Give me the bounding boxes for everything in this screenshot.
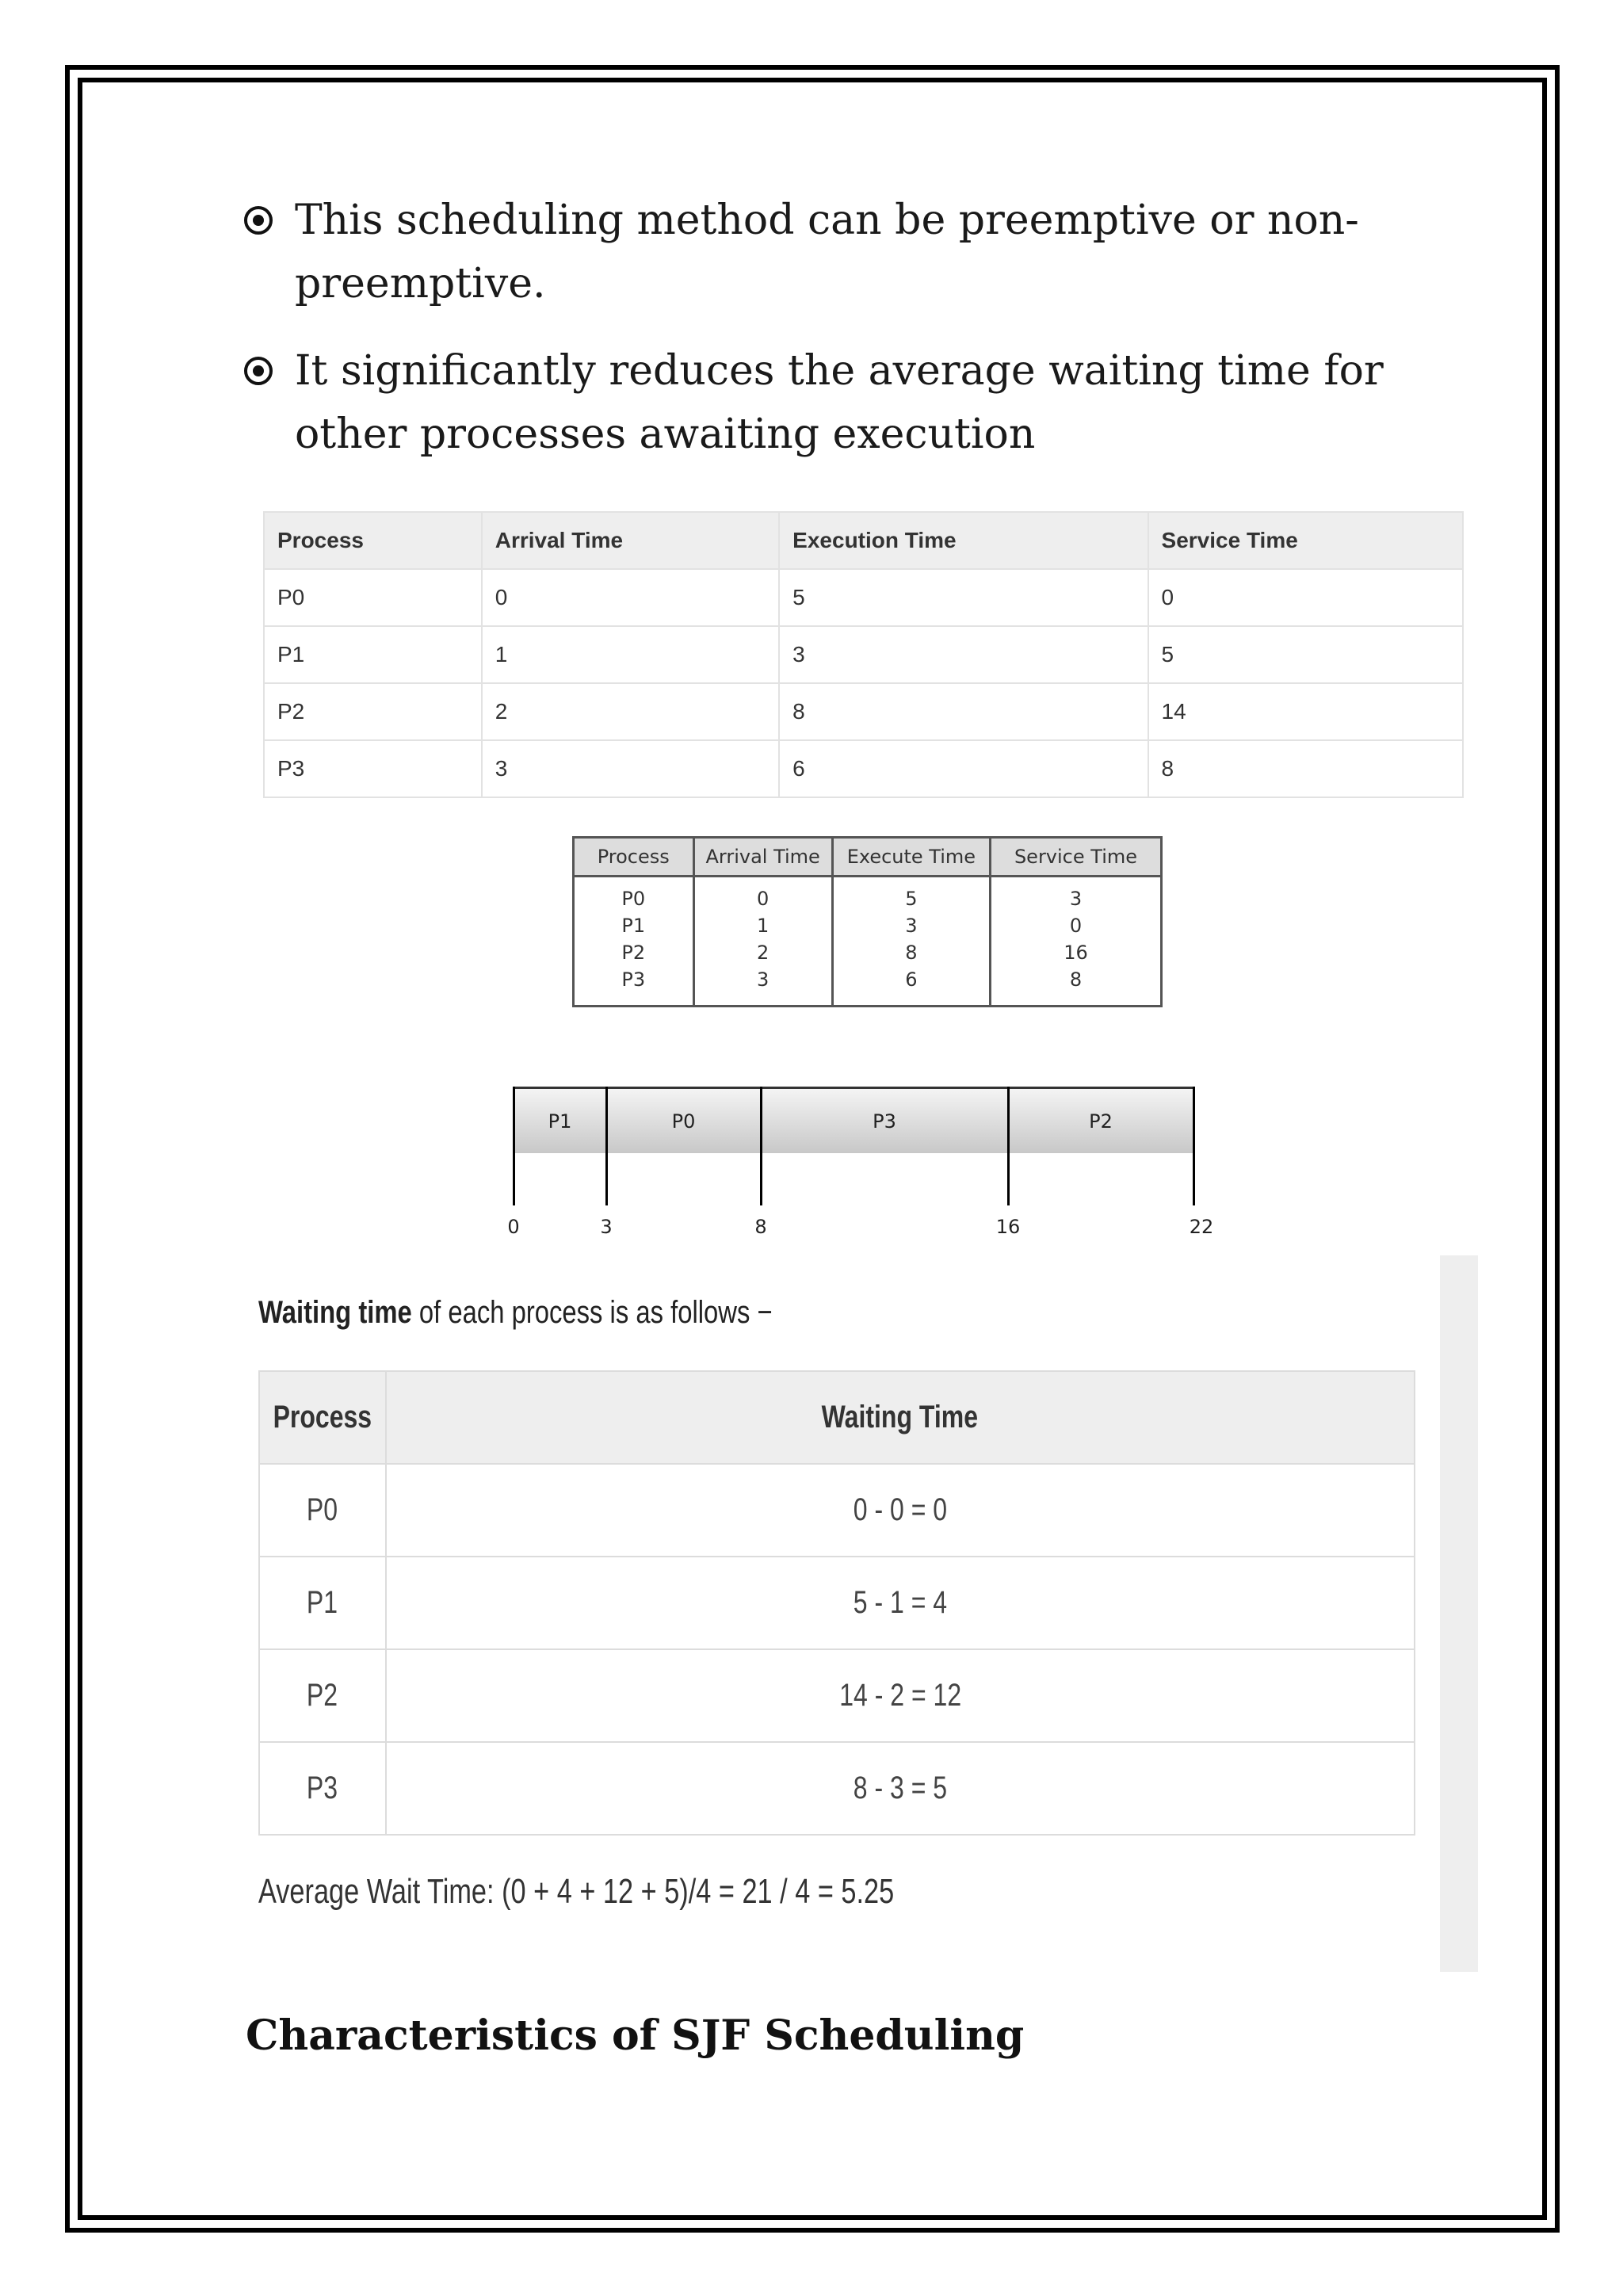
scrollbar-track (1440, 1255, 1478, 1972)
service-time-table (572, 836, 1163, 1007)
table-header-row (264, 512, 1463, 569)
waiting-time-table (258, 1370, 1415, 1836)
bullet-circle-icon (244, 206, 273, 235)
cell: 5 (905, 888, 918, 910)
header-service-time: Service Time (1148, 512, 1463, 569)
gantt-segment-label: P2 (1089, 1110, 1113, 1133)
gantt-tick-label: 3 (600, 1216, 613, 1238)
table-row (264, 683, 1463, 740)
table-row (259, 1464, 1415, 1557)
cell (259, 1557, 386, 1649)
gantt-tick (605, 1087, 608, 1205)
cell: 3 (482, 740, 779, 797)
service-column (990, 877, 1161, 1007)
cell: 5 (779, 569, 1148, 626)
cell: 0 (482, 569, 779, 626)
bullet-circle-icon (244, 357, 273, 385)
cell: 1 (482, 626, 779, 683)
header-process-label: Process (273, 1400, 372, 1435)
cell: 2 (482, 683, 779, 740)
table-row (264, 740, 1463, 797)
table-header-row (574, 838, 1162, 877)
table-row (259, 1649, 1415, 1742)
gantt-segment-p0 (606, 1087, 761, 1153)
cell (386, 1649, 1415, 1742)
cell (386, 1464, 1415, 1557)
process-label: P1 (307, 1585, 338, 1620)
table-row (259, 1742, 1415, 1835)
gantt-tick-label: 8 (754, 1216, 767, 1238)
cell: P0 (264, 569, 482, 626)
cell: P1 (621, 915, 646, 937)
header-waiting-time-label: Waiting Time (822, 1400, 979, 1435)
cell: P2 (264, 683, 482, 740)
header-execute-time: Execute Time (832, 838, 990, 877)
cell: 0 (1148, 569, 1463, 626)
section-heading: Characteristics of SJF Scheduling (246, 2011, 1025, 2060)
process-label: P3 (307, 1771, 338, 1805)
cell (259, 1464, 386, 1557)
header-process (259, 1371, 386, 1464)
cell: 8 (1069, 968, 1083, 991)
cell: 0 (1069, 915, 1083, 937)
header-waiting-time (386, 1371, 1415, 1464)
cell: 3 (905, 915, 918, 937)
cell: 5 (1148, 626, 1463, 683)
cell: 8 (779, 683, 1148, 740)
cell: 8 (905, 942, 918, 964)
table-row (259, 1557, 1415, 1649)
waiting-value: 8 - 3 = 5 (853, 1771, 947, 1805)
process-label: P2 (307, 1678, 338, 1713)
header-service-time: Service Time (990, 838, 1161, 877)
cell: 3 (757, 968, 769, 991)
waiting-value: 14 - 2 = 12 (838, 1678, 961, 1713)
table-header-row (259, 1371, 1415, 1464)
gantt-tick-label: 22 (1189, 1216, 1214, 1238)
header-process: Process (574, 838, 694, 877)
cell: 16 (1064, 942, 1088, 964)
header-process: Process (264, 512, 482, 569)
bullet-list (244, 189, 1449, 490)
cell: 8 (1148, 740, 1463, 797)
cell (386, 1742, 1415, 1835)
table-row (264, 569, 1463, 626)
cell: 2 (757, 942, 769, 964)
bullet-text: It significantly reduces the average waiting time for other processes awaiting execution (295, 347, 1384, 458)
cell: 3 (1069, 888, 1083, 910)
cell: P3 (264, 740, 482, 797)
waiting-value: 5 - 1 = 4 (853, 1585, 947, 1620)
cell: P2 (621, 942, 646, 964)
gantt-tick-label: 0 (507, 1216, 520, 1238)
cell: 1 (757, 915, 769, 937)
gantt-segment-label: P0 (671, 1110, 696, 1133)
waiting-time-intro (258, 1295, 773, 1331)
gantt-segment-p3 (761, 1087, 1008, 1153)
process-label: P0 (307, 1492, 338, 1527)
waiting-time-intro-rest: of each process is as follows − (411, 1295, 773, 1330)
cell: P0 (621, 888, 646, 910)
cell (259, 1649, 386, 1742)
cell: 3 (779, 626, 1148, 683)
gantt-tick (1193, 1087, 1195, 1205)
table-row (264, 626, 1463, 683)
cell: 0 (757, 888, 769, 910)
gantt-segment-p2 (1008, 1087, 1193, 1153)
cell: P1 (264, 626, 482, 683)
gantt-segment-label: P1 (548, 1110, 572, 1133)
process-column (574, 877, 694, 1007)
cell: 6 (779, 740, 1148, 797)
gantt-tick (513, 1087, 515, 1205)
gantt-segment-label: P3 (873, 1110, 896, 1133)
cell (259, 1742, 386, 1835)
cell: 14 (1148, 683, 1463, 740)
bullet-item (244, 339, 1449, 466)
header-execution-time: Execution Time (779, 512, 1148, 569)
gantt-tick (1007, 1087, 1010, 1205)
table-body-row (574, 877, 1162, 1007)
waiting-time-intro-bold: Waiting time (258, 1295, 412, 1330)
header-arrival-time: Arrival Time (482, 512, 779, 569)
cell: P3 (621, 968, 646, 991)
gantt-chart (507, 1087, 1227, 1245)
arrival-column (693, 877, 832, 1007)
process-table (263, 511, 1464, 798)
gantt-segment-p1 (514, 1087, 606, 1153)
waiting-value: 0 - 0 = 0 (853, 1492, 947, 1527)
cell (386, 1557, 1415, 1649)
average-wait-time: Average Wait Time: (0 + 4 + 12 + 5)/4 = 21 / 4 = 5.25 (258, 1872, 895, 1911)
execute-column (832, 877, 990, 1007)
gantt-tick-label: 16 (995, 1216, 1021, 1238)
gantt-tick (760, 1087, 762, 1205)
bullet-item (244, 189, 1449, 315)
cell: 6 (905, 968, 918, 991)
bullet-text: This scheduling method can be preemptive or non-preemptive. (295, 197, 1359, 308)
header-arrival-time: Arrival Time (693, 838, 832, 877)
